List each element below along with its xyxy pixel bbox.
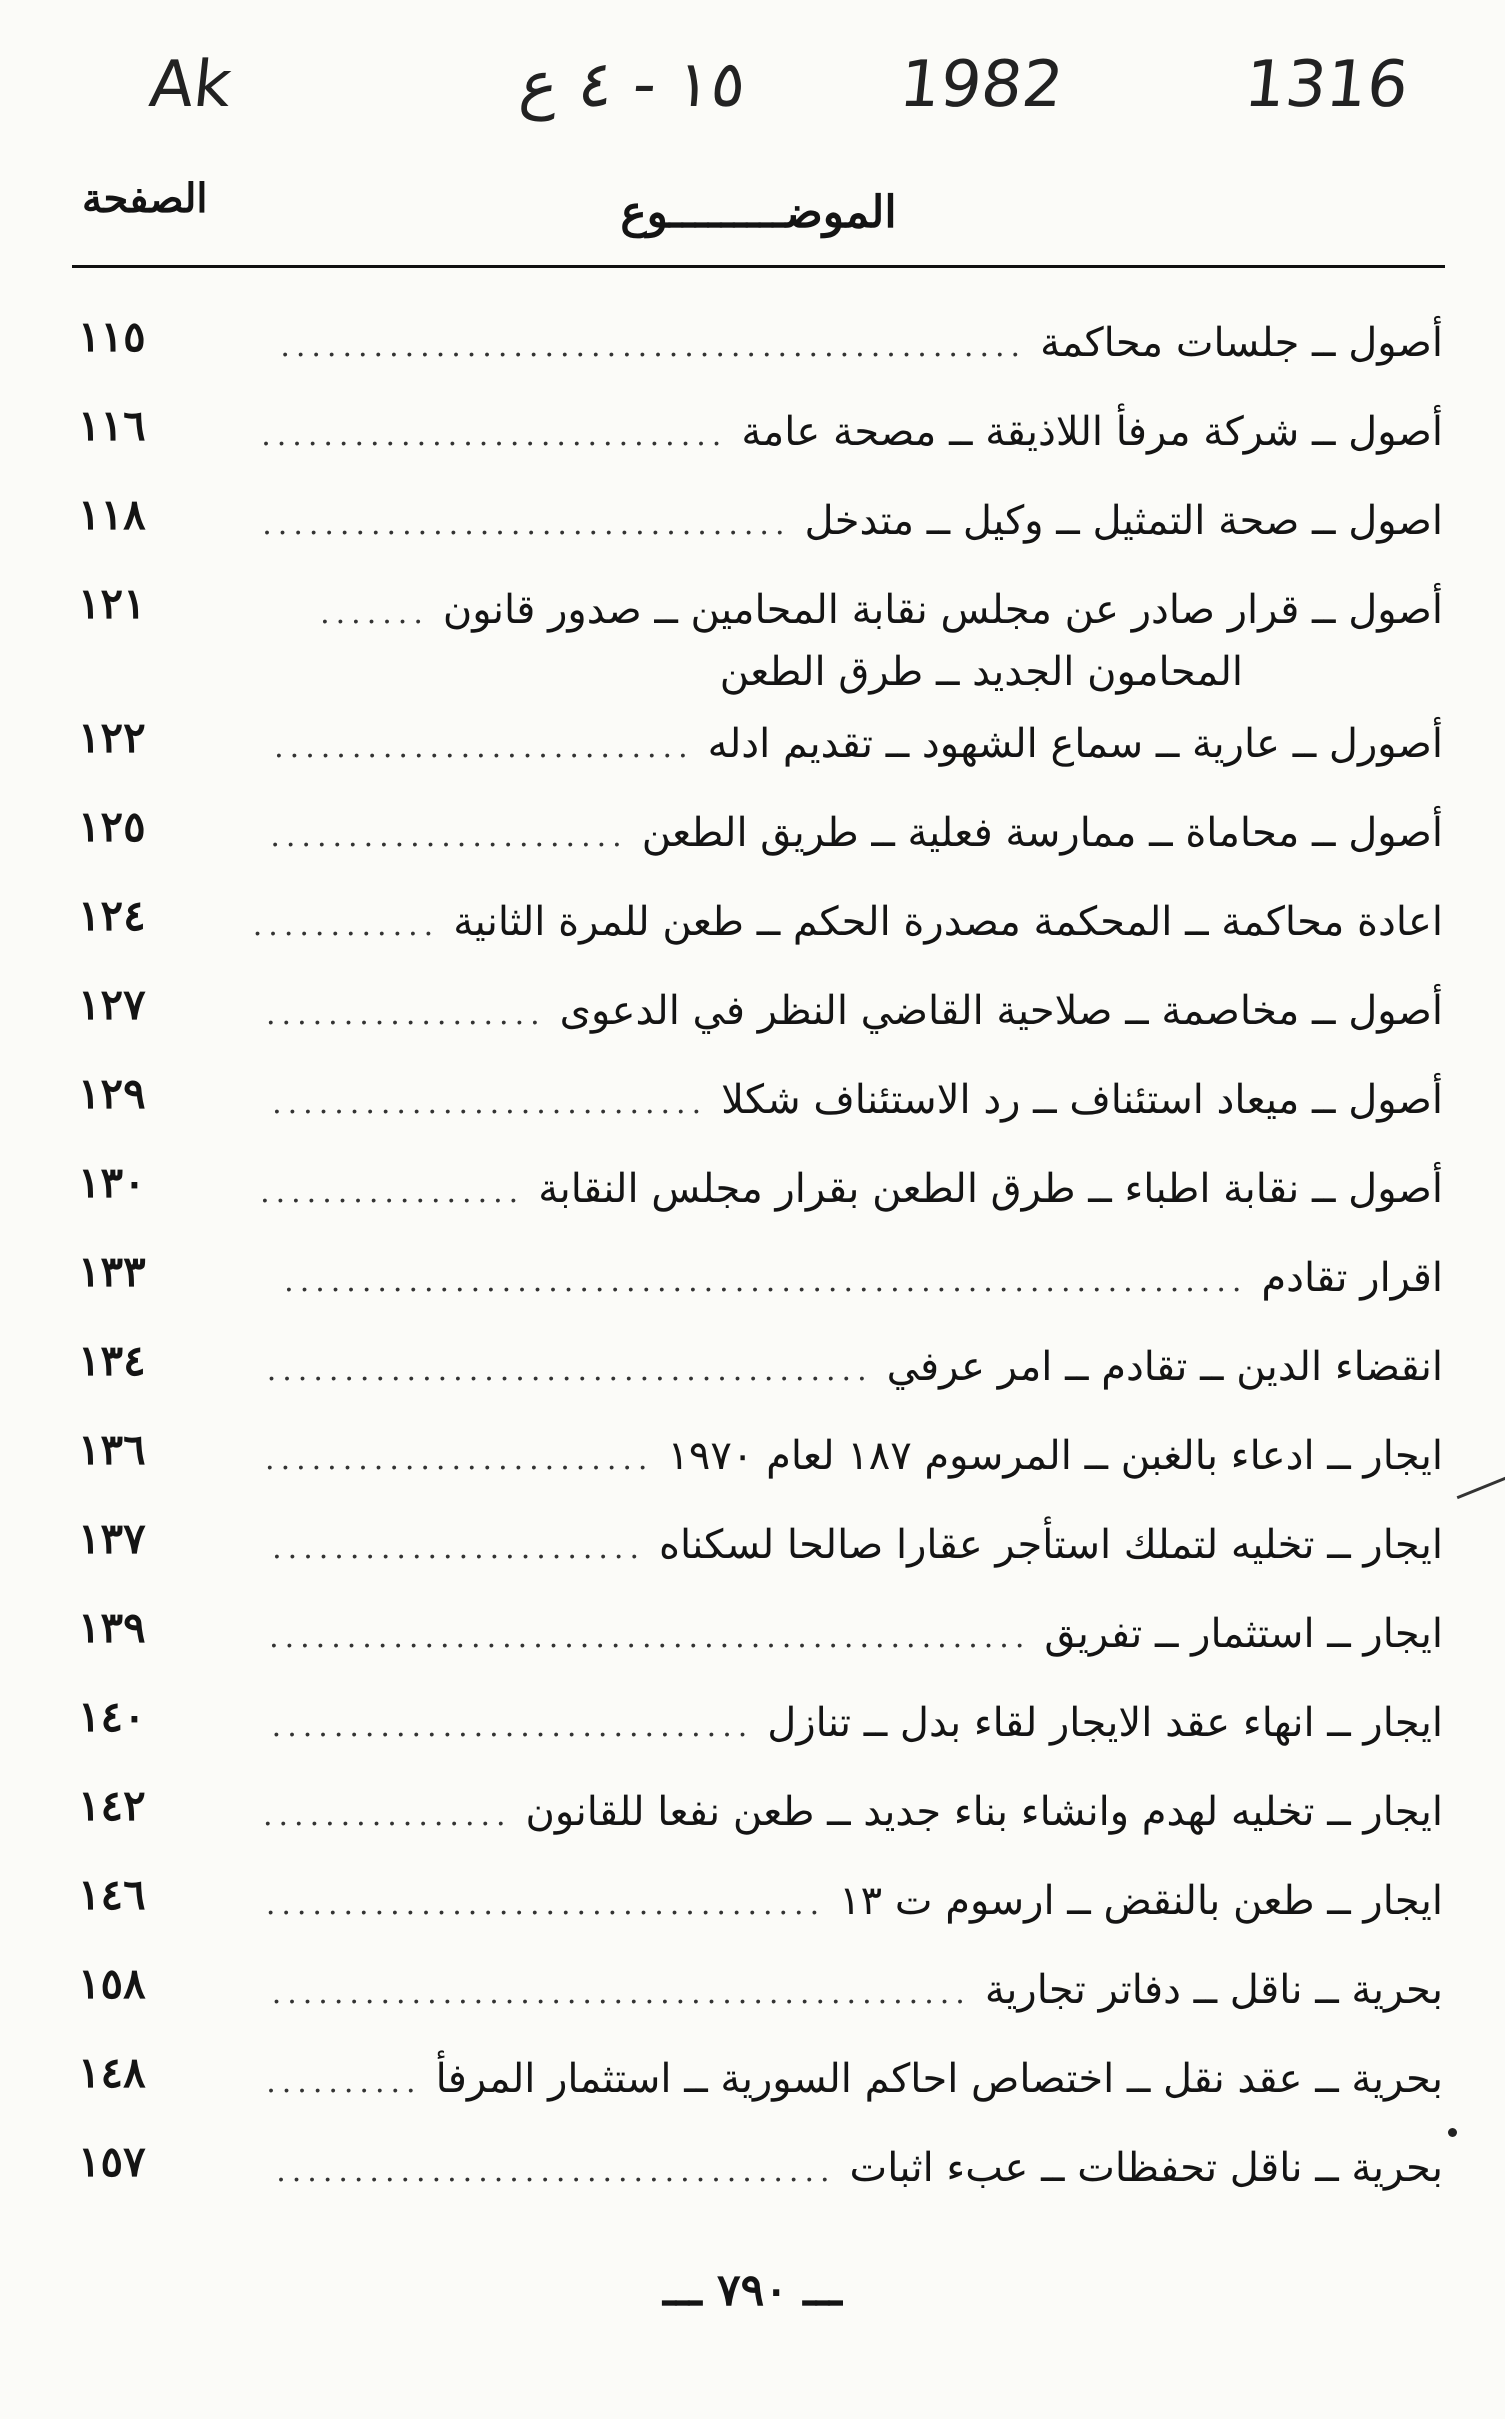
index-entry bbox=[60, 1769, 1443, 1858]
index-entry bbox=[60, 567, 1443, 701]
entry-page-number: ١٢٩ bbox=[78, 1069, 146, 1118]
entry-topic: انقضاء الدين ــ تقادم ــ امر عرفي bbox=[886, 1344, 1443, 1390]
entry-text bbox=[284, 1255, 1443, 1301]
entry-text bbox=[272, 1522, 1443, 1568]
dot-leader: ............ bbox=[252, 908, 440, 943]
index-entry bbox=[60, 701, 1443, 790]
entry-topic: ايجار ــ ادعاء بالغبن ــ المرسوم ١٨٧ لعام ١٩٧٠ bbox=[667, 1433, 1443, 1479]
index-header bbox=[72, 165, 1445, 268]
dot-leader: ................................................ bbox=[280, 329, 1027, 364]
entry-text bbox=[270, 810, 1443, 856]
entry-text bbox=[261, 409, 1443, 455]
index-entry bbox=[60, 1947, 1443, 2036]
index-entry bbox=[60, 478, 1443, 567]
dot-leader: ....... bbox=[320, 596, 429, 631]
entry-text bbox=[266, 2056, 1443, 2102]
entry-topic: ايجار ــ طعن بالنقض ــ ارسوم ت ١٣ bbox=[839, 1878, 1443, 1924]
page-number-footer: ـــ ٧٩٠ ـــ bbox=[663, 2265, 842, 2316]
entry-text bbox=[272, 1077, 1443, 1123]
dot-leader: ............................................. bbox=[271, 1976, 971, 2011]
entry-page-number: ١٤٢ bbox=[78, 1781, 146, 1830]
entry-topic: أصول ــ محاماة ــ ممارسة فعلية ــ طريق الطعن bbox=[641, 810, 1443, 856]
entry-page-number: ١٥٨ bbox=[78, 1959, 146, 2008]
entry-text bbox=[260, 1166, 1443, 1212]
entry-topic: أصول ــ نقابة اطباء ــ طرق الطعن بقرار مجلس النقابة bbox=[538, 1166, 1443, 1212]
dot-leader: .................. bbox=[266, 997, 546, 1032]
index-entry bbox=[60, 1146, 1443, 1235]
handwritten-note-left: Ak bbox=[146, 48, 235, 122]
entry-topic: أصول ــ مخاصمة ــ صلاحية القاضي النظر في الدعوى bbox=[559, 988, 1443, 1034]
index-entry bbox=[60, 1680, 1443, 1769]
handwritten-number: 1316 bbox=[1241, 48, 1412, 122]
entry-page-number: ١٢٧ bbox=[78, 980, 146, 1029]
entry-topic: أصول ــ ميعاد استئناف ــ رد الاستئناف شكلا bbox=[721, 1077, 1443, 1123]
entry-page-number: ١٣٦ bbox=[78, 1425, 146, 1474]
entry-page-number: ١١٨ bbox=[78, 490, 146, 539]
entry-text bbox=[253, 899, 1443, 945]
entry-topic: أصول ــ شركة مرفأ اللاذيقة ــ مصحة عامة bbox=[741, 409, 1443, 455]
entry-topic: اعادة محاكمة ــ المحكمة مصدرة الحكم ــ طعن للمرة الثانية bbox=[453, 899, 1443, 945]
index-entry bbox=[60, 2125, 1443, 2214]
entry-page-number: ١١٦ bbox=[78, 401, 146, 450]
margin-dot-mark bbox=[1448, 2128, 1457, 2137]
entry-topic: أصول ــ قرار صادر عن مجلس نقابة المحامين ــ صدور قانون bbox=[442, 587, 1443, 633]
entry-page-number: ١٣٧ bbox=[78, 1514, 146, 1563]
entry-text bbox=[272, 1967, 1443, 2013]
entry-text bbox=[272, 1700, 1443, 1746]
entry-text bbox=[263, 1789, 1443, 1835]
index-entries bbox=[60, 300, 1443, 2214]
entry-text bbox=[262, 498, 1443, 544]
handwritten-year: 1982 bbox=[896, 48, 1067, 122]
entry-text bbox=[320, 587, 1443, 633]
margin-pen-mark bbox=[1457, 1474, 1505, 1499]
entry-text bbox=[265, 1433, 1443, 1479]
dot-leader: ................. bbox=[260, 1175, 525, 1210]
dot-leader: .............................................................. bbox=[284, 1264, 1248, 1299]
handwritten-reference: ١٥ - ٤ ع bbox=[516, 48, 750, 122]
entry-page-number: ١٢٢ bbox=[78, 713, 146, 762]
index-entry bbox=[60, 968, 1443, 1057]
index-entry bbox=[60, 1413, 1443, 1502]
entry-topic: أصورل ــ عارية ــ سماع الشهود ــ تقديم ادله bbox=[707, 721, 1443, 767]
entry-text bbox=[276, 2145, 1443, 2191]
entry-continuation: المحامون الجديد ــ طرق الطعن bbox=[719, 649, 1243, 695]
index-entry bbox=[60, 1324, 1443, 1413]
dot-leader: ............................ bbox=[272, 1086, 708, 1121]
dot-leader: ........................ bbox=[272, 1531, 646, 1566]
dot-leader: .............................. bbox=[261, 418, 728, 453]
entry-topic: اصول ــ صحة التمثيل ــ وكيل ــ متدخل bbox=[804, 498, 1443, 544]
entry-topic: بحرية ــ ناقل تحفظات ــ عبء اثبات bbox=[849, 2145, 1443, 2191]
entry-page-number: ١٥٧ bbox=[78, 2137, 146, 2186]
dot-leader: ............................... bbox=[271, 1709, 754, 1744]
dot-leader: ........................... bbox=[274, 730, 694, 765]
entry-page-number: ١٣٠ bbox=[78, 1158, 146, 1207]
dot-leader: .......... bbox=[266, 2065, 422, 2100]
dot-leader: ....................................... bbox=[266, 1353, 873, 1388]
entry-page-number: ١٤٦ bbox=[78, 1870, 146, 1919]
entry-page-number: ١٢٤ bbox=[78, 891, 146, 940]
index-entry bbox=[60, 790, 1443, 879]
index-entry bbox=[60, 300, 1443, 389]
entry-page-number: ١٢١ bbox=[78, 579, 146, 628]
entry-text bbox=[266, 988, 1443, 1034]
index-entry bbox=[60, 1858, 1443, 1947]
entry-topic: أصول ــ جلسات محاكمة bbox=[1040, 320, 1443, 366]
dot-leader: ......................... bbox=[265, 1442, 654, 1477]
entry-topic: ايجار ــ تخليه لتملك استأجر عقارا صالحا لسكناه bbox=[659, 1522, 1443, 1568]
page-column-title: الصفحة bbox=[82, 175, 208, 222]
index-entry bbox=[60, 389, 1443, 478]
entry-page-number: ١٣٤ bbox=[78, 1336, 146, 1385]
dot-leader: ....................... bbox=[270, 819, 628, 854]
dot-leader: ................ bbox=[262, 1798, 512, 1833]
index-entry bbox=[60, 1057, 1443, 1146]
dot-leader: .................................... bbox=[265, 1887, 826, 1922]
entry-text bbox=[269, 1611, 1443, 1657]
entry-page-number: ١٣٣ bbox=[78, 1247, 146, 1296]
index-entry bbox=[60, 1502, 1443, 1591]
entry-page-number: ١٣٩ bbox=[78, 1603, 146, 1652]
topic-column-title: الموضـــــــــوع bbox=[620, 187, 897, 238]
entry-topic: اقرار تقادم bbox=[1261, 1255, 1443, 1301]
entry-page-number: ١١٥ bbox=[78, 312, 146, 361]
entry-text bbox=[267, 1344, 1443, 1390]
entry-topic: بحرية ــ عقد نقل ــ اختصاص احاكم السورية ــ استثمار المرفأ bbox=[435, 2056, 1443, 2102]
entry-page-number: ١٤٠ bbox=[78, 1692, 146, 1741]
index-entry bbox=[60, 1235, 1443, 1324]
entry-page-number: ١٢٥ bbox=[78, 802, 146, 851]
entry-topic: ايجار ــ تخليه لهدم وانشاء بناء جديد ــ طعن نفعا للقانون bbox=[525, 1789, 1443, 1835]
index-entry bbox=[60, 2036, 1443, 2125]
entry-text bbox=[280, 320, 1443, 366]
entry-topic: ايجار ــ استثمار ــ تفريق bbox=[1044, 1611, 1443, 1657]
entry-topic: بحرية ــ ناقل ــ دفاتر تجارية bbox=[984, 1967, 1443, 2013]
dot-leader: ................................................. bbox=[269, 1620, 1031, 1655]
index-entry bbox=[60, 1591, 1443, 1680]
dot-leader: .................................... bbox=[276, 2154, 836, 2189]
entry-text bbox=[266, 1878, 1443, 1924]
dot-leader: .................................. bbox=[262, 507, 791, 542]
entry-text bbox=[274, 721, 1443, 767]
index-entry bbox=[60, 879, 1443, 968]
entry-page-number: ١٤٨ bbox=[78, 2048, 146, 2097]
entry-topic: ايجار ــ انهاء عقد الايجار لقاء بدل ــ تنازل bbox=[767, 1700, 1443, 1746]
